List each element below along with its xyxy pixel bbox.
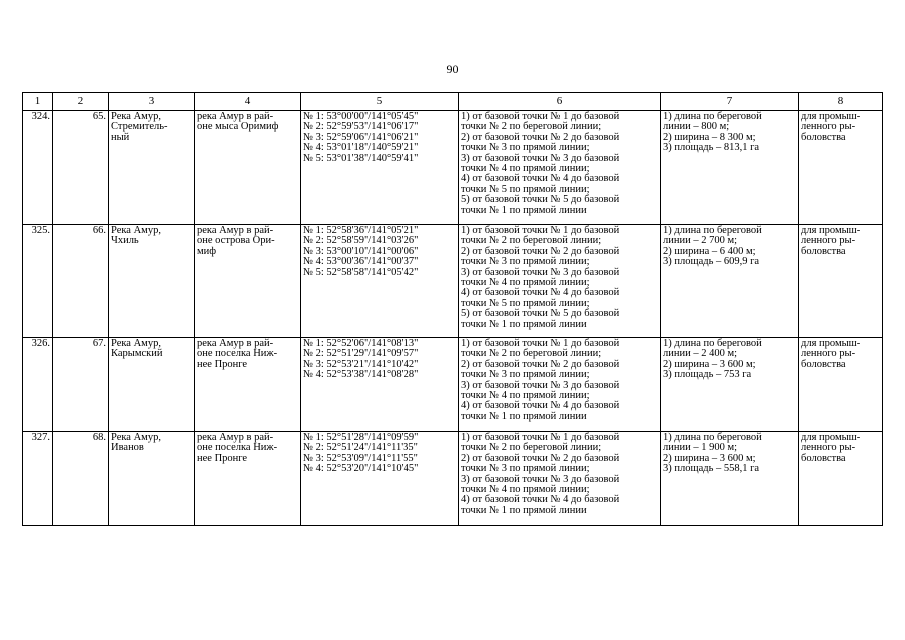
border-line: 2) от базовой точки № 2 до базовой: [461, 245, 620, 257]
border-line: точки № 5 по прямой линии;: [461, 297, 590, 309]
dimension-line: 3) площадь – 813,1 га: [663, 142, 760, 154]
table-row: [23, 338, 883, 432]
coordinate-line: № 4: 52°53'38"/141°08'28": [303, 369, 419, 381]
border-line: точки № 3 по прямой линии;: [461, 369, 590, 381]
border-line: точки № 5 по прямой линии;: [461, 183, 590, 195]
area-name: Река Амур, Чхиль: [109, 225, 195, 338]
border-line: 3) от базовой точки № 3 до базовой: [461, 473, 620, 485]
purpose-cell: для промыш- ленного ры- боловства: [799, 338, 883, 432]
border-line: точки № 4 по прямой линии;: [461, 484, 590, 496]
coordinate-line: № 2: 52°58'59"/141°03'26": [303, 235, 419, 247]
border-line: 1) от базовой точки № 1 до базовой: [461, 225, 620, 236]
row-number: 325.: [23, 225, 53, 338]
border-line: 2) от базовой точки № 2 до базовой: [461, 452, 620, 464]
dimension-line: 2) ширина – 3 600 м;: [663, 452, 756, 464]
border-line: 4) от базовой точки № 4 до базовой: [461, 287, 620, 299]
border-line: 3) от базовой точки № 3 до базовой: [461, 379, 620, 391]
dimension-line: 1) длина по береговой: [663, 432, 762, 443]
border-line: точки № 2 по береговой линии;: [461, 442, 602, 454]
border-line: 3) от базовой точки № 3 до базовой: [461, 266, 620, 278]
border-line: точки № 2 по береговой линии;: [461, 121, 602, 133]
border-line: 1) от базовой точки № 1 до базовой: [461, 111, 620, 122]
dimension-line: 3) площадь – 609,9 га: [663, 256, 760, 268]
dimension-line: 1) длина по береговой: [663, 225, 762, 236]
border-line: точки № 1 по прямой линии: [461, 410, 587, 422]
coordinates-cell: [301, 111, 459, 225]
area-name: Река Амур, Стремитель- ный: [109, 111, 195, 225]
dimension-line: 1) длина по береговой: [663, 338, 762, 349]
border-line: 5) от базовой точки № 5 до базовой: [461, 194, 620, 206]
purpose-cell: для промыш- ленного ры- боловства: [799, 225, 883, 338]
coordinate-line: № 4: 53°00'36"/141°00'37": [303, 256, 419, 268]
border-line: точки № 3 по прямой линии;: [461, 463, 590, 475]
column-header: 1: [23, 93, 53, 111]
dimension-line: линии – 800 м;: [663, 121, 730, 133]
border-line: точки № 2 по береговой линии;: [461, 348, 602, 360]
coordinate-line: № 1: 52°58'36"/141°05'21": [303, 225, 419, 236]
borders-cell: [459, 432, 661, 526]
area-number: 66.: [53, 225, 109, 338]
coordinate-line: № 5: 53°01'38"/140°59'41": [303, 152, 419, 164]
area-name: Река Амур, Карымский: [109, 338, 195, 432]
row-number: 324.: [23, 111, 53, 225]
border-line: 2) от базовой точки № 2 до базовой: [461, 131, 620, 143]
border-line: 1) от базовой точки № 1 до базовой: [461, 432, 620, 443]
dimension-line: 3) площадь – 753 га: [663, 369, 752, 381]
area-location: река Амур в рай- оне мыса Оримиф: [195, 111, 301, 225]
coordinates-cell: [301, 432, 459, 526]
dimension-line: 1) длина по береговой: [663, 111, 762, 122]
borders-cell: [459, 225, 661, 338]
border-line: точки № 1 по прямой линии: [461, 318, 587, 330]
coordinate-line: № 1: 52°51'28"/141°09'59": [303, 432, 419, 443]
coordinate-line: № 2: 52°51'24"/141°11'35": [303, 442, 418, 454]
border-line: точки № 4 по прямой линии;: [461, 277, 590, 289]
border-line: 4) от базовой точки № 4 до базовой: [461, 400, 620, 412]
coordinate-line: № 4: 53°01'18"/140°59'21": [303, 142, 419, 154]
coordinate-line: № 5: 52°58'58"/141°05'42": [303, 266, 419, 278]
purpose-cell: для промыш- ленного ры- боловства: [799, 111, 883, 225]
column-header: 2: [53, 93, 109, 111]
row-number: 326.: [23, 338, 53, 432]
area-location: река Амур в рай- оне острова Ори- миф: [195, 225, 301, 338]
coordinate-line: № 2: 52°51'29"/141°09'57": [303, 348, 419, 360]
border-line: точки № 2 по береговой линии;: [461, 235, 602, 247]
table-row: [23, 225, 883, 338]
dimension-line: линии – 2 700 м;: [663, 235, 738, 247]
border-line: точки № 4 по прямой линии;: [461, 390, 590, 402]
border-line: 4) от базовой точки № 4 до базовой: [461, 494, 620, 506]
row-number: 327.: [23, 432, 53, 526]
border-line: 2) от базовой точки № 2 до базовой: [461, 358, 620, 370]
dimension-line: 3) площадь – 558,1 га: [663, 463, 760, 475]
border-line: точки № 3 по прямой линии;: [461, 256, 590, 268]
border-line: 1) от базовой точки № 1 до базовой: [461, 338, 620, 349]
column-header: 8: [799, 93, 883, 111]
borders-cell: [459, 338, 661, 432]
border-line: точки № 1 по прямой линии: [461, 504, 587, 516]
coordinate-line: № 4: 52°53'20"/141°10'45": [303, 463, 419, 475]
border-line: точки № 3 по прямой линии;: [461, 142, 590, 154]
border-line: 4) от базовой точки № 4 до базовой: [461, 173, 620, 185]
column-header: 6: [459, 93, 661, 111]
border-line: точки № 1 по прямой линии: [461, 204, 587, 216]
area-number: 67.: [53, 338, 109, 432]
coordinate-line: № 3: 52°53'21"/141°10'42": [303, 358, 419, 370]
table-row: [23, 432, 883, 526]
coordinate-line: № 1: 53°00'00"/141°05'45": [303, 111, 419, 122]
purpose-cell: для промыш- ленного ры- боловства: [799, 432, 883, 526]
column-header: 3: [109, 93, 195, 111]
column-header: 7: [661, 93, 799, 111]
border-line: 5) от базовой точки № 5 до базовой: [461, 308, 620, 320]
dimensions-cell: [661, 338, 799, 432]
border-line: точки № 4 по прямой линии;: [461, 163, 590, 175]
dimension-line: 2) ширина – 6 400 м;: [663, 245, 756, 257]
area-location: река Амур в рай- оне поселка Ниж- нее Пронге: [195, 338, 301, 432]
dimensions-cell: [661, 111, 799, 225]
table-row: [23, 111, 883, 225]
coordinate-line: № 3: 52°59'06"/141°06'21": [303, 131, 419, 143]
dimension-line: линии – 2 400 м;: [663, 348, 738, 360]
area-number: 65.: [53, 111, 109, 225]
coordinates-cell: [301, 338, 459, 432]
header-row: [23, 93, 883, 111]
dimension-line: линии – 1 900 м;: [663, 442, 738, 454]
dimension-line: 2) ширина – 8 300 м;: [663, 131, 756, 143]
area-number: 68.: [53, 432, 109, 526]
coordinate-line: № 3: 53°00'10"/141°00'06": [303, 245, 419, 257]
coordinate-line: № 3: 52°53'09"/141°11'55": [303, 452, 418, 464]
coordinate-line: № 1: 52°52'06"/141°08'13": [303, 338, 419, 349]
dimensions-cell: [661, 432, 799, 526]
coordinate-line: № 2: 52°59'53"/141°06'17": [303, 121, 419, 133]
borders-cell: [459, 111, 661, 225]
dimensions-cell: [661, 225, 799, 338]
area-name: Река Амур, Иванов: [109, 432, 195, 526]
border-line: 3) от базовой точки № 3 до базовой: [461, 152, 620, 164]
page-number: 90: [446, 62, 459, 76]
dimension-line: 2) ширина – 3 600 м;: [663, 358, 756, 370]
area-location: река Амур в рай- оне поселка Ниж- нее Пронге: [195, 432, 301, 526]
column-header: 5: [301, 93, 459, 111]
fishing-areas-table: [22, 92, 883, 526]
coordinates-cell: [301, 225, 459, 338]
column-header: 4: [195, 93, 301, 111]
